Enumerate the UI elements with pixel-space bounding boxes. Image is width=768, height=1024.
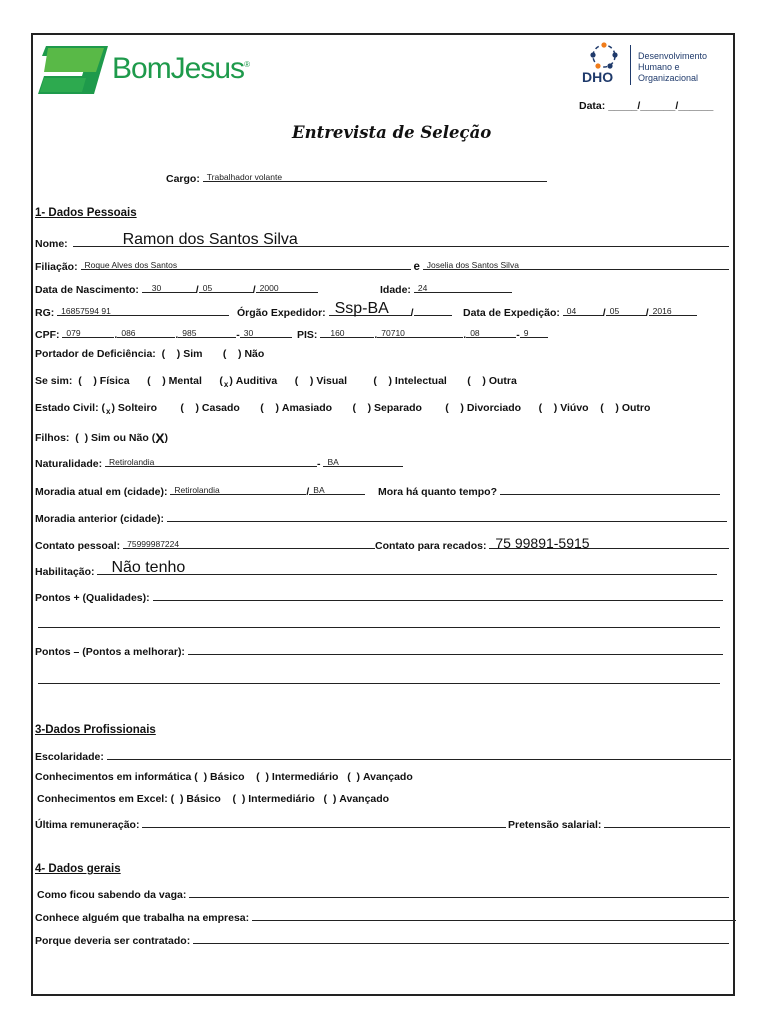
ultima-remuneracao-field[interactable]: Última remuneração: [35,816,506,831]
habilitacao-field[interactable]: Habilitação: Não tenho [35,563,717,578]
cpf-field[interactable]: CPF: 079 . 086 . 985 - 30 [35,326,292,341]
section-dados-pessoais: 1- Dados Pessoais [35,207,137,219]
pontos-melhorar-field[interactable]: Pontos – (Pontos a melhorar): [35,643,723,658]
naturalidade-field[interactable]: Naturalidade: Retirolandia - BA [35,455,403,470]
contato-pessoal-field[interactable]: Contato pessoal: 75999987224 [35,537,375,552]
nascimento-field[interactable]: Data de Nascimento: 30 / 05 / 2000 [35,281,318,296]
idade-field[interactable]: Idade: 24 [380,281,512,296]
filiacao-field[interactable]: Filiação: Roque Alves dos Santos e Joselia dos Santos Silva [35,258,729,273]
mora-tempo-field[interactable]: Mora há quanto tempo? [378,483,720,498]
dho-people-circle-icon [586,41,622,71]
tipo-deficiencia-field[interactable]: Se sim: ( ) Física ( ) Mental (x) Auditiva ( ) Visual ( ) Intelectual ( ) Outra [35,375,517,389]
bom-jesus-leaf-logo-icon [36,42,110,98]
pretensao-salarial-field[interactable]: Pretensão salarial: [508,816,730,831]
dho-logo-text: DHO [582,69,614,85]
moradia-atual-field[interactable]: Moradia atual em (cidade): Retirolandia / BA [35,483,365,498]
informatica-field[interactable]: Conhecimentos em informática ( ) Básico ( ) Intermediário ( ) Avançado [35,771,413,783]
section-dados-profissionais: 3-Dados Profissionais [35,724,156,736]
pontos-positivos-line[interactable] [38,627,720,628]
cargo-field[interactable]: Cargo: Trabalhador volante [166,170,547,185]
filhos-field[interactable]: Filhos: ( ) Sim ou Não (X) [35,430,169,446]
brand-name: BomJesus® [112,52,249,85]
deficiencia-field[interactable]: Portador de Deficiência: ( ) Sim ( ) Não [35,348,265,360]
pontos-melhorar-line[interactable] [38,683,720,684]
como-soube-vaga-field[interactable]: Como ficou sabendo da vaga: [37,886,729,901]
nome-field[interactable]: Nome: Ramon dos Santos Silva [35,235,729,250]
page-title: Entrevista de Seleção [292,123,492,142]
estado-civil-field[interactable]: Estado Civil: (x) Solteiro ( ) Casado ( ) Amasiado ( ) Separado ( ) Divorciado ( ) Viúvo ( ) Outro [35,402,651,416]
escolaridade-field[interactable]: Escolaridade: [35,748,731,763]
pis-field[interactable]: PIS: 160 . 70710 . 08 - 9 [297,326,548,341]
pontos-positivos-field[interactable]: Pontos + (Qualidades): [35,589,723,604]
date-field[interactable]: Data: _____/______/______ [579,100,714,112]
orgao-expedidor-field[interactable]: Órgão Expedidor: Ssp-BA / [237,304,452,319]
data-expedicao-field[interactable]: Data de Expedição: 04 / 05 / 2016 [463,304,697,319]
section-dados-gerais: 4- Dados gerais [35,863,121,875]
conhece-alguem-field[interactable]: Conhece alguém que trabalha na empresa: [35,909,736,924]
dho-subtitle: Desenvolvimento Humano e Organizacional [638,51,708,83]
contato-recados-field[interactable]: Contato para recados: 75 99891-5915 [375,537,729,552]
dho-divider [630,45,631,85]
excel-field[interactable]: Conhecimentos em Excel: ( ) Básico ( ) Intermediário ( ) Avançado [37,793,390,805]
moradia-anterior-field[interactable]: Moradia anterior (cidade): [35,510,727,525]
porque-contratado-field[interactable]: Porque deveria ser contratado: [35,932,729,947]
rg-field[interactable]: RG: 16857594 91 [35,304,229,319]
